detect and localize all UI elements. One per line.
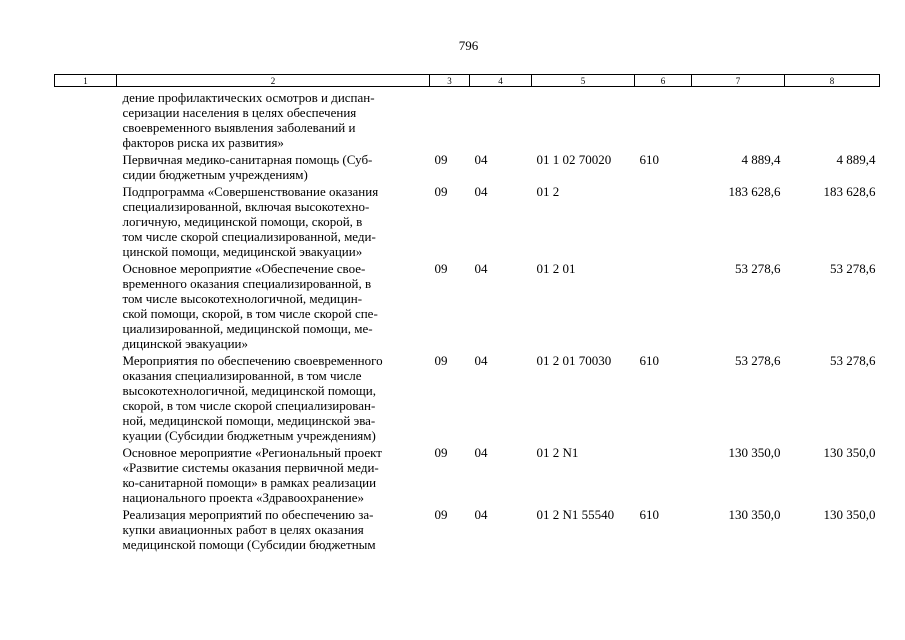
row-amount-year1: 130 350,0 bbox=[728, 445, 781, 460]
row-empty-cell bbox=[55, 259, 117, 351]
row-empty-cell bbox=[55, 443, 117, 505]
row-expense-type bbox=[635, 182, 692, 259]
table-row bbox=[55, 259, 880, 351]
row-amount-year2: 130 350,0 bbox=[823, 445, 876, 460]
row-amount-year2: 53 278,6 bbox=[830, 261, 876, 276]
row-amount-year2 bbox=[785, 87, 880, 151]
column-header: 6 bbox=[635, 75, 692, 87]
row-expense-type: 610 bbox=[639, 507, 659, 522]
table-body bbox=[55, 87, 880, 553]
row-section: 09 bbox=[434, 353, 448, 368]
row-name: Мероприятия по обеспечению своевременного оказания специализированной, в том числе высокотехнологичной, медицинской помощи, скорой, в том числе скорой специализирован- ной, медицинской помощи, медицинской эва- куации (Субсидии бюджетным учреждениям) bbox=[122, 353, 383, 443]
row-target-article: 01 2 N1 55540 bbox=[536, 507, 615, 522]
row-target-article bbox=[532, 87, 635, 151]
row-section bbox=[430, 87, 470, 151]
budget-table bbox=[54, 74, 880, 552]
table-row bbox=[55, 351, 880, 443]
row-amount-year2: 4 889,4 bbox=[836, 152, 876, 167]
column-header: 7 bbox=[692, 75, 785, 87]
page-number: 796 bbox=[458, 38, 479, 53]
row-amount-year2: 130 350,0 bbox=[823, 507, 876, 522]
row-expense-type: 610 bbox=[639, 353, 659, 368]
row-name: Основное мероприятие «Региональный проект «Развитие системы оказания первичной меди- ко-санитарной помощи» в рамках реализации национального проекта «Здравоохранение» bbox=[122, 445, 382, 505]
row-section: 09 bbox=[434, 507, 448, 522]
row-section: 09 bbox=[434, 261, 448, 276]
table-row bbox=[55, 443, 880, 505]
row-section: 09 bbox=[434, 445, 448, 460]
row-name: Первичная медико-санитарная помощь (Суб- сидии бюджетным учреждениям) bbox=[122, 152, 373, 182]
row-amount-year2: 183 628,6 bbox=[823, 184, 876, 199]
row-expense-type bbox=[635, 443, 692, 505]
row-section: 09 bbox=[434, 152, 448, 167]
row-subsection: 04 bbox=[474, 261, 488, 276]
table-row bbox=[55, 150, 880, 182]
column-header: 4 bbox=[470, 75, 532, 87]
row-target-article: 01 2 bbox=[536, 184, 560, 199]
row-subsection: 04 bbox=[474, 184, 488, 199]
table-row bbox=[55, 87, 880, 151]
row-name: Подпрограмма «Совершенствование оказания специализированной, включая высокотехно- логичную, медицинской помощи, скорой, в том числе скорой специализированной, меди- цинской помощи, медицинской эвакуации» bbox=[122, 184, 379, 259]
row-expense-type bbox=[635, 259, 692, 351]
column-header: 2 bbox=[117, 75, 430, 87]
row-amount-year1: 53 278,6 bbox=[735, 261, 781, 276]
row-name: дение профилактических осмотров и диспан- серизации населения в целях обеспечения своевременного выявления заболеваний и факторов риска их развития» bbox=[122, 90, 375, 150]
row-subsection: 04 bbox=[474, 507, 488, 522]
column-header: 8 bbox=[785, 75, 880, 87]
row-name: Основное мероприятие «Обеспечение свое- временного оказания специализированной, в том числе высокотехнологичной, медицин- ской помощи, скорой, в том числе скорой спе- циализированной, медицинской помощи, ме- дицинской эвакуации» bbox=[122, 261, 378, 351]
column-number-header bbox=[55, 75, 880, 87]
row-target-article: 01 2 01 bbox=[536, 261, 576, 276]
table-row bbox=[55, 505, 880, 552]
row-section: 09 bbox=[434, 184, 448, 199]
row-target-article: 01 2 N1 bbox=[536, 445, 579, 460]
row-amount-year1 bbox=[692, 87, 785, 151]
row-subsection: 04 bbox=[474, 445, 488, 460]
row-expense-type: 610 bbox=[639, 152, 659, 167]
row-subsection bbox=[470, 87, 532, 151]
row-empty-cell bbox=[55, 150, 117, 182]
table-row bbox=[55, 182, 880, 259]
row-target-article: 01 1 02 70020 bbox=[536, 152, 612, 167]
row-amount-year1: 4 889,4 bbox=[741, 152, 781, 167]
row-expense-type bbox=[635, 87, 692, 151]
row-name: Реализация мероприятий по обеспечению за- купки авиационных работ в целях оказания медицинской помощи (Субсидии бюджетным bbox=[122, 507, 376, 552]
column-header: 3 bbox=[430, 75, 470, 87]
row-amount-year2: 53 278,6 bbox=[830, 353, 876, 368]
row-amount-year1: 183 628,6 bbox=[728, 184, 781, 199]
row-empty-cell bbox=[55, 182, 117, 259]
column-header: 1 bbox=[55, 75, 117, 87]
row-empty-cell bbox=[55, 351, 117, 443]
row-target-article: 01 2 01 70030 bbox=[536, 353, 612, 368]
row-subsection: 04 bbox=[474, 152, 488, 167]
column-header: 5 bbox=[532, 75, 635, 87]
row-amount-year1: 53 278,6 bbox=[735, 353, 781, 368]
row-empty-cell bbox=[55, 505, 117, 552]
row-subsection: 04 bbox=[474, 353, 488, 368]
row-amount-year1: 130 350,0 bbox=[728, 507, 781, 522]
row-empty-cell bbox=[55, 87, 117, 151]
